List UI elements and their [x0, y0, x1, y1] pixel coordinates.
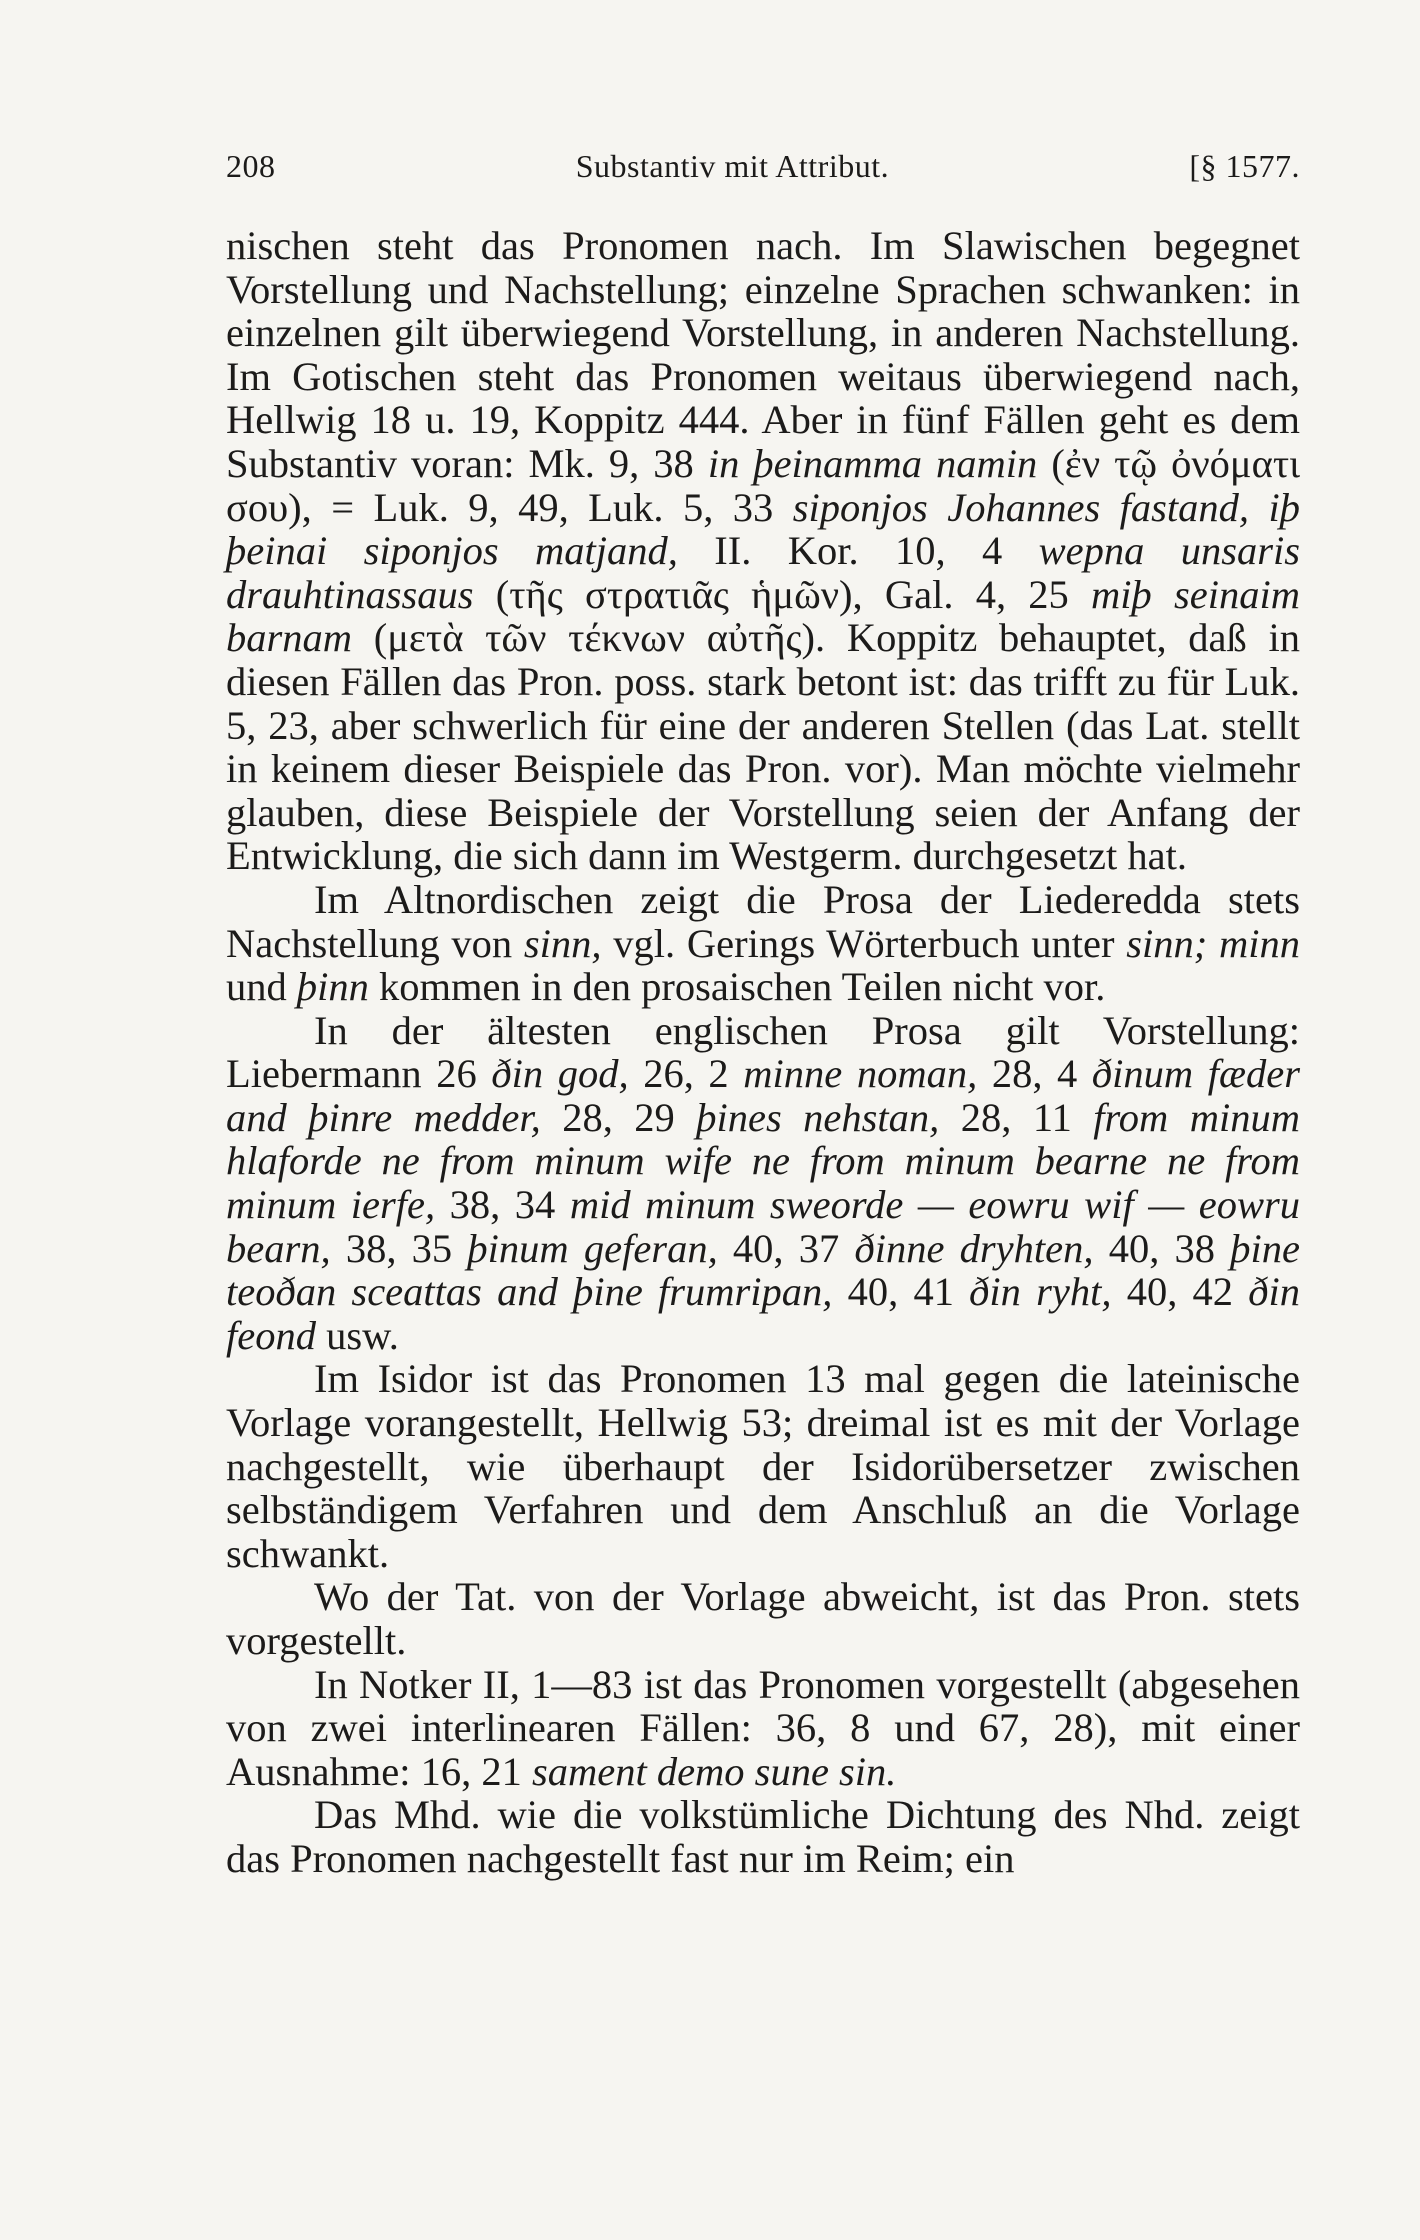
italic-citation: ðinne dryhten, — [854, 1225, 1094, 1271]
paragraph — [226, 1575, 1300, 1662]
italic-citation: siponjos Johannes fastand, iþ þeinai siponjos matjand, — [226, 484, 1300, 574]
paragraph — [226, 1663, 1300, 1794]
italic-citation: mid minum sweorde — eowru wif — eowru bearn, — [226, 1182, 1301, 1271]
text-run — [1207, 921, 1219, 966]
text-run: Das Mhd. wie die volkstümliche Dichtung des Nhd. zeigt das Pronomen nachgestellt fast nur im Reim; ein — [226, 1792, 1300, 1881]
text-run: 38, 35 — [330, 1225, 468, 1271]
section-reference: [§ 1577. — [1189, 148, 1300, 184]
text-run: (τῆς στρατιᾶς ἡμῶν), Gal. 4, 25 — [473, 571, 1092, 617]
text-run: In der ältesten englischen Prosa gilt Vorstellung: Liebermann 26 — [226, 1007, 1300, 1097]
text-run: usw. — [315, 1312, 399, 1358]
italic-citation: ðin feond — [226, 1269, 1301, 1358]
text-run: Im Altnordischen zeigt die Prosa der Liederedda stets Nachstellung von — [226, 876, 1300, 966]
text-run: 40, 41 — [832, 1269, 970, 1315]
italic-citation: miþ seinaim barnam — [226, 571, 1300, 661]
italic-citation: minn — [1219, 920, 1300, 966]
text-run: 40, 38 — [1093, 1225, 1231, 1271]
text-run: vgl. Gerings Wörterbuch unter — [601, 920, 1127, 966]
text-run: Wo der Tat. von der Vorlage abweicht, ist das Pron. stets vorgestellt. — [226, 1574, 1300, 1663]
paragraph — [226, 878, 1300, 1009]
paragraph — [226, 1009, 1300, 1358]
text-run: II. Kor. 10, 4 — [677, 528, 1039, 574]
paragraph — [226, 1357, 1300, 1575]
text-run: kommen in den prosaischen Teilen nicht vor. — [368, 964, 1106, 1010]
italic-citation: in þeinamma namin — [707, 440, 1038, 486]
text-run: nischen steht das Pronomen nach. Im Slawischen begegnet Vorstellung und Nachstellung; einzelne Sprachen schwanken: in einzelnen gilt überwiegend Vorstellung, in anderen Nachstellung. Im Gotischen steht das Pronomen weitaus überwiegend nach, Hellwig 18 u. 19, Koppitz 444. Aber in fünf Fällen geht es dem Substantiv voran: Mk. 9, 38 — [226, 223, 1300, 486]
text-run: In Notker II, 1—83 ist das Pronomen vorgestellt (abgesehen von zwei interlinearen Fällen: 36, 8 und 67, 28), mit einer Ausnahme: 16, 21 — [226, 1661, 1300, 1794]
italic-citation: ðinum fæder and þinre medder, — [226, 1051, 1300, 1140]
italic-citation: from minum hlaforde ne from minum wife ne from minum bearne ne from minum ierfe, — [226, 1094, 1300, 1228]
italic-citation: sinn, — [523, 920, 602, 966]
italic-citation: wepna unsaris drauhtinassaus — [226, 528, 1301, 617]
text-run: 28, 4 — [977, 1051, 1092, 1097]
text-run: 28, 29 — [540, 1094, 697, 1140]
text-run: (ἐν τῷ ὀνόματι σου), = Luk. 9, 49, Luk. 5, 33 — [226, 440, 1300, 530]
text-run: 38, 34 — [435, 1182, 570, 1228]
page-number: 208 — [226, 148, 276, 184]
italic-citation: sament demo sune sin. — [531, 1748, 897, 1794]
italic-citation: þines nehstan, — [696, 1094, 940, 1140]
text-run: 28, 11 — [939, 1094, 1094, 1140]
running-head — [226, 148, 1300, 185]
paragraph — [226, 224, 1300, 878]
body-text — [226, 224, 1300, 1881]
text-run: 40, 42 — [1111, 1269, 1249, 1315]
text-run: 40, 37 — [717, 1225, 855, 1271]
text-run: (μετὰ τῶν τέκνων αὐτῆς). Koppitz behauptet, daß in diesen Fällen das Pron. poss. stark betont ist: das trifft zu für Luk. 5, 23, aber schwerlich für eine der anderen Stellen (das Lat. stellt in keinem dieser Beispiele das Pron. vor). Man möchte vielmehr glauben, diese Beispiele der Vorstellung seien der Anfang der Entwicklung, die sich dann im Westgerm. durchgesetzt hat. — [226, 615, 1300, 879]
text-run: 26, 2 — [628, 1051, 744, 1097]
italic-citation: þinn — [296, 964, 369, 1010]
paragraph — [226, 1793, 1300, 1880]
running-title: Substantiv mit Attribut. — [575, 148, 890, 184]
italic-citation: sinn; — [1126, 920, 1208, 966]
italic-citation: minne noman, — [743, 1051, 978, 1097]
italic-citation: þinum geferan, — [467, 1225, 718, 1271]
italic-citation: ðin god, — [491, 1051, 629, 1097]
text-run: und — [226, 964, 297, 1010]
italic-citation: þine teoðan sceattas and þine frumripan, — [226, 1225, 1300, 1315]
italic-citation: ðin ryht, — [969, 1269, 1112, 1315]
text-run: Im Isidor ist das Pronomen 13 mal gegen die lateinische Vorlage vorangestellt, Hellwig 53; dreimal ist es mit der Vorlage nachgestellt, wie überhaupt der Isidorübersetzer zwischen selbständigem Verfahren und dem Anschluß an die Vorlage schwankt. — [226, 1356, 1300, 1576]
